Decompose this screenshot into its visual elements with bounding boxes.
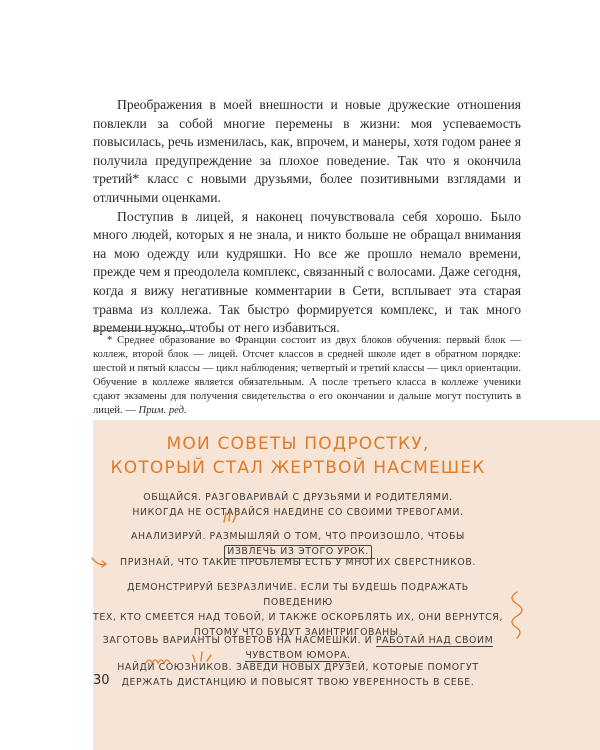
- tip-allies-text: НАЙДИ СОЮЗНИКОВ.: [117, 662, 233, 673]
- wave-doodle-icon: [145, 656, 175, 666]
- tip-answers-text: ЗАГОТОВЬ ВАРИАНТЫ ОТВЕТОВ НА НАСМЕШКИ. И: [102, 635, 373, 646]
- squiggle-doodle-icon: [505, 590, 527, 640]
- tip-allies-friends: ЗАВЕДИ НОВЫХ ДРУЗЕЙ, КОТОРЫЕ ПОМОГУТ: [235, 662, 479, 673]
- footnote-text: * Среднее образование во Франции состоит из двух блоков обучения: первый блок — коллеж, второй блок — лицей. Отсчет классов в средней школе идет в обратном порядке: шестой и пятый классы — цикл наблюдения; четвертый и третий классы — цикл ориентации. Обучение в коллеже является обязательным. А после третьего класса в коллеже ученики сдают экзамены для получения свидетельства о его окончании и дальше могут поступить в лицей. —: [93, 335, 521, 416]
- tips-title: [93, 432, 503, 480]
- tips-title-line-1: МОИ СОВЕТЫ ПОДРОСТКУ,: [166, 434, 430, 454]
- burst-doodle-icon: [191, 650, 213, 664]
- tip-allies-line-2: ДЕРЖАТЬ ДИСТАНЦИЮ И ПОВЫСЯТ ТВОЮ УВЕРЕННОСТЬ В СЕБЕ.: [121, 677, 475, 688]
- tip-admit: [93, 555, 503, 570]
- main-text: [93, 96, 521, 338]
- tip-analyze-text: АНАЛИЗИРУЙ. РАЗМЫШЛЯЙ О ТОМ, ЧТО ПРОИЗОШЛО, ЧТОБЫ: [131, 531, 465, 542]
- tip-indifference-line-2: ТЕХ, КТО СМЕЕТСЯ НАД ТОБОЙ, И ТАКЖЕ ОСКОРБЛЯТЬ ИХ, ОНИ ВЕРНУТСЯ,: [93, 612, 503, 623]
- tip-admit-text: ПРИЗНАЙ, ЧТО ТАКИЕ ПРОБЛЕМЫ ЕСТЬ У МНОГИХ СВЕРСТНИКОВ.: [120, 557, 476, 568]
- tip-communicate: [93, 490, 503, 520]
- tip-communicate-line-2: НИКОГДА НЕ ОСТАВАЙСЯ НАЕДИНЕ СО СВОИМИ ТРЕВОГАМИ.: [132, 507, 464, 518]
- page-number: 30: [93, 673, 110, 688]
- tip-indifference-line-3: ПОТОМУ ЧТО БУДУТ ЗАИНТРИГОВАНЫ.: [193, 627, 403, 638]
- footnote: [93, 334, 521, 418]
- tip-indifference-line-1: ДЕМОНСТРИРУЙ БЕЗРАЗЛИЧИЕ. ЕСЛИ ТЫ БУДЕШЬ ПОДРАЖАТЬ ПОВЕДЕНИЮ: [127, 582, 469, 608]
- tip-analyze-highlight: ИЗВЛЕЧЬ ИЗ ЭТОГО УРОК.: [224, 545, 372, 559]
- tips-title-line-2: КОТОРЫЙ СТАЛ ЖЕРТВОЙ НАСМЕШЕК: [110, 458, 486, 478]
- paragraph-1: Преображения в моей внешности и новые дружеские отношения повлекли за собой многие перемены в жизни: моя успеваемость повысилась, речь изменилась, как, впрочем, и манеры, хотя годом ранее я получила предупреждение за плохое поведение. Так что я окончила третий* класс с новыми друзьями, более позитивными взглядами и отличными оценками.: [93, 97, 521, 205]
- footnote-attribution: Прим. ред.: [138, 405, 187, 416]
- tip-humor-underlined: РАБОТАЙ НАД СВОИМ ЧУВСТВОМ ЮМОРА.: [245, 635, 494, 661]
- paragraph-2: Поступив в лицей, я наконец почувствовала себя хорошо. Было много людей, которых я не знала, и никто больше не обращал внимания на мою одежду или кудряшки. Но все же прошло немало времени, прежде чем я преодолела комплекс, связанный с волосами. Даже сегодня, когда я вижу негативные комментарии в Сети, всплывает эта старая травма из коллежа. Так быстро формируется комплекс, и так много времени нужно, чтобы от него избавиться.: [93, 208, 521, 336]
- tip-indifference: [93, 580, 503, 640]
- footnote-divider: [93, 330, 193, 331]
- spark-doodle-icon: [221, 510, 237, 524]
- tip-communicate-line-1: ОБЩАЙСЯ. РАЗГОВАРИВАЙ С ДРУЗЬЯМИ И РОДИТЕЛЯМИ.: [143, 492, 453, 503]
- tips-box: [93, 420, 600, 750]
- arrow-doodle-icon: [91, 555, 109, 569]
